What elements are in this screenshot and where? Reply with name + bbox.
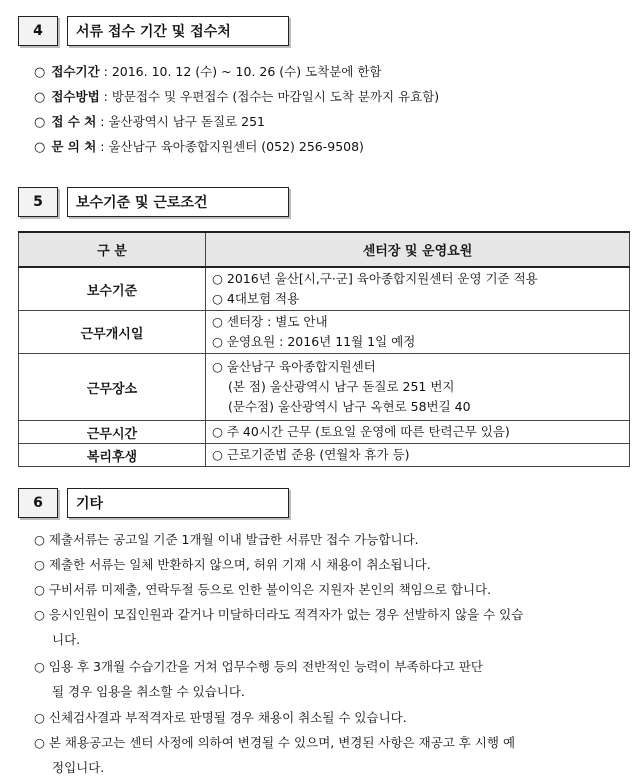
- row-category: 복리후생: [19, 444, 206, 467]
- circle-bullet-icon: ○: [34, 65, 46, 80]
- notice-line-continued: 니다.: [52, 632, 81, 647]
- notice-line: ○ 제출서류는 공고일 기준 1개월 이내 발급한 서류만 접수 가능합니다.: [34, 532, 419, 547]
- notice-line: ○ 임용 후 3개월 수습기간을 거쳐 업무수행 등의 전반적인 능력이 부족하다고 판단: [34, 659, 483, 674]
- row-value: ○ 센터장 : 별도 안내 ○ 운영요원 : 2016년 11월 1일 예정: [206, 311, 630, 354]
- row-value: ○ 2016년 울산[시,구·군] 육아종합지원센터 운영 기준 적용 ○ 4대보험 적용: [206, 267, 630, 311]
- table-row: [19, 421, 630, 444]
- header-category: 구 분: [19, 232, 206, 267]
- row-value: ○ 근로기준법 준용 (연월차 휴가 등): [206, 444, 630, 467]
- section-number: 6: [18, 488, 58, 518]
- notice-line: ○ 신체검사결과 부적격자로 판명될 경우 채용이 취소될 수 있습니다.: [34, 710, 407, 725]
- row-category: 근무시간: [19, 421, 206, 444]
- notice-line-continued: 정입니다.: [52, 760, 105, 775]
- circle-bullet-icon: ○: [34, 140, 46, 155]
- application-place-line: ○ 접 수 처 : 울산광역시 남구 돋질로 251: [34, 114, 265, 130]
- section-title: 서류 접수 기간 및 접수처: [67, 16, 289, 46]
- table-row: [19, 444, 630, 467]
- notice-line: ○ 제출한 서류는 일체 반환하지 않으며, 허위 기재 시 채용이 취소됩니다.: [34, 557, 431, 572]
- table-row: [19, 311, 630, 354]
- section-number: 4: [18, 16, 58, 46]
- section-5-header: [18, 187, 289, 217]
- application-method-line: ○ 접수방법 : 방문접수 및 우편접수 (접수는 마감일시 도착 분까지 유효함): [34, 89, 440, 105]
- notice-line: ○ 구비서류 미제출, 연락두절 등으로 인한 불이익은 지원자 본인의 책임으로 합니다.: [34, 582, 492, 597]
- header-value: 센터장 및 운영요원: [206, 232, 630, 267]
- row-category: 근무장소: [19, 354, 206, 421]
- section-title: 기타: [67, 488, 289, 518]
- circle-bullet-icon: ○: [34, 115, 46, 130]
- row-value: ○ 울산남구 육아종합지원센터 (본 점) 울산광역시 남구 돋질로 251 번지 (문수점) 울산광역시 남구 옥현로 58번길 40: [206, 354, 630, 421]
- notice-line: ○ 본 채용공고는 센터 사정에 의하여 변경될 수 있으며, 변경된 사항은 재공고 후 시행 예: [34, 735, 516, 750]
- table-header-row: [19, 232, 630, 267]
- section-title: 보수기준 및 근로조건: [67, 187, 289, 217]
- notice-line: ○ 응시인원이 모집인원과 같거나 미달하더라도 적격자가 없는 경우 선발하지 않을 수 있습: [34, 607, 524, 622]
- circle-bullet-icon: ○: [34, 90, 46, 105]
- contact-line: ○ 문 의 처 : 울산남구 육아종합지원센터 (052) 256-9508): [34, 139, 364, 155]
- row-category: 보수기준: [19, 267, 206, 311]
- row-value: ○ 주 40시간 근무 (토요일 운영에 따른 탄력근무 있음): [206, 421, 630, 444]
- row-category: 근무개시일: [19, 311, 206, 354]
- table-row: [19, 354, 630, 421]
- section-4-header: [18, 16, 289, 46]
- work-conditions-table: [18, 231, 630, 467]
- section-6-header: [18, 488, 289, 518]
- notice-line-continued: 될 경우 임용을 취소할 수 있습니다.: [52, 684, 245, 699]
- application-period-line: ○ 접수기간 : 2016. 10. 12 (수) ~ 10. 26 (수) 도착분에 한함: [34, 64, 382, 80]
- table-row: [19, 267, 630, 311]
- section-number: 5: [18, 187, 58, 217]
